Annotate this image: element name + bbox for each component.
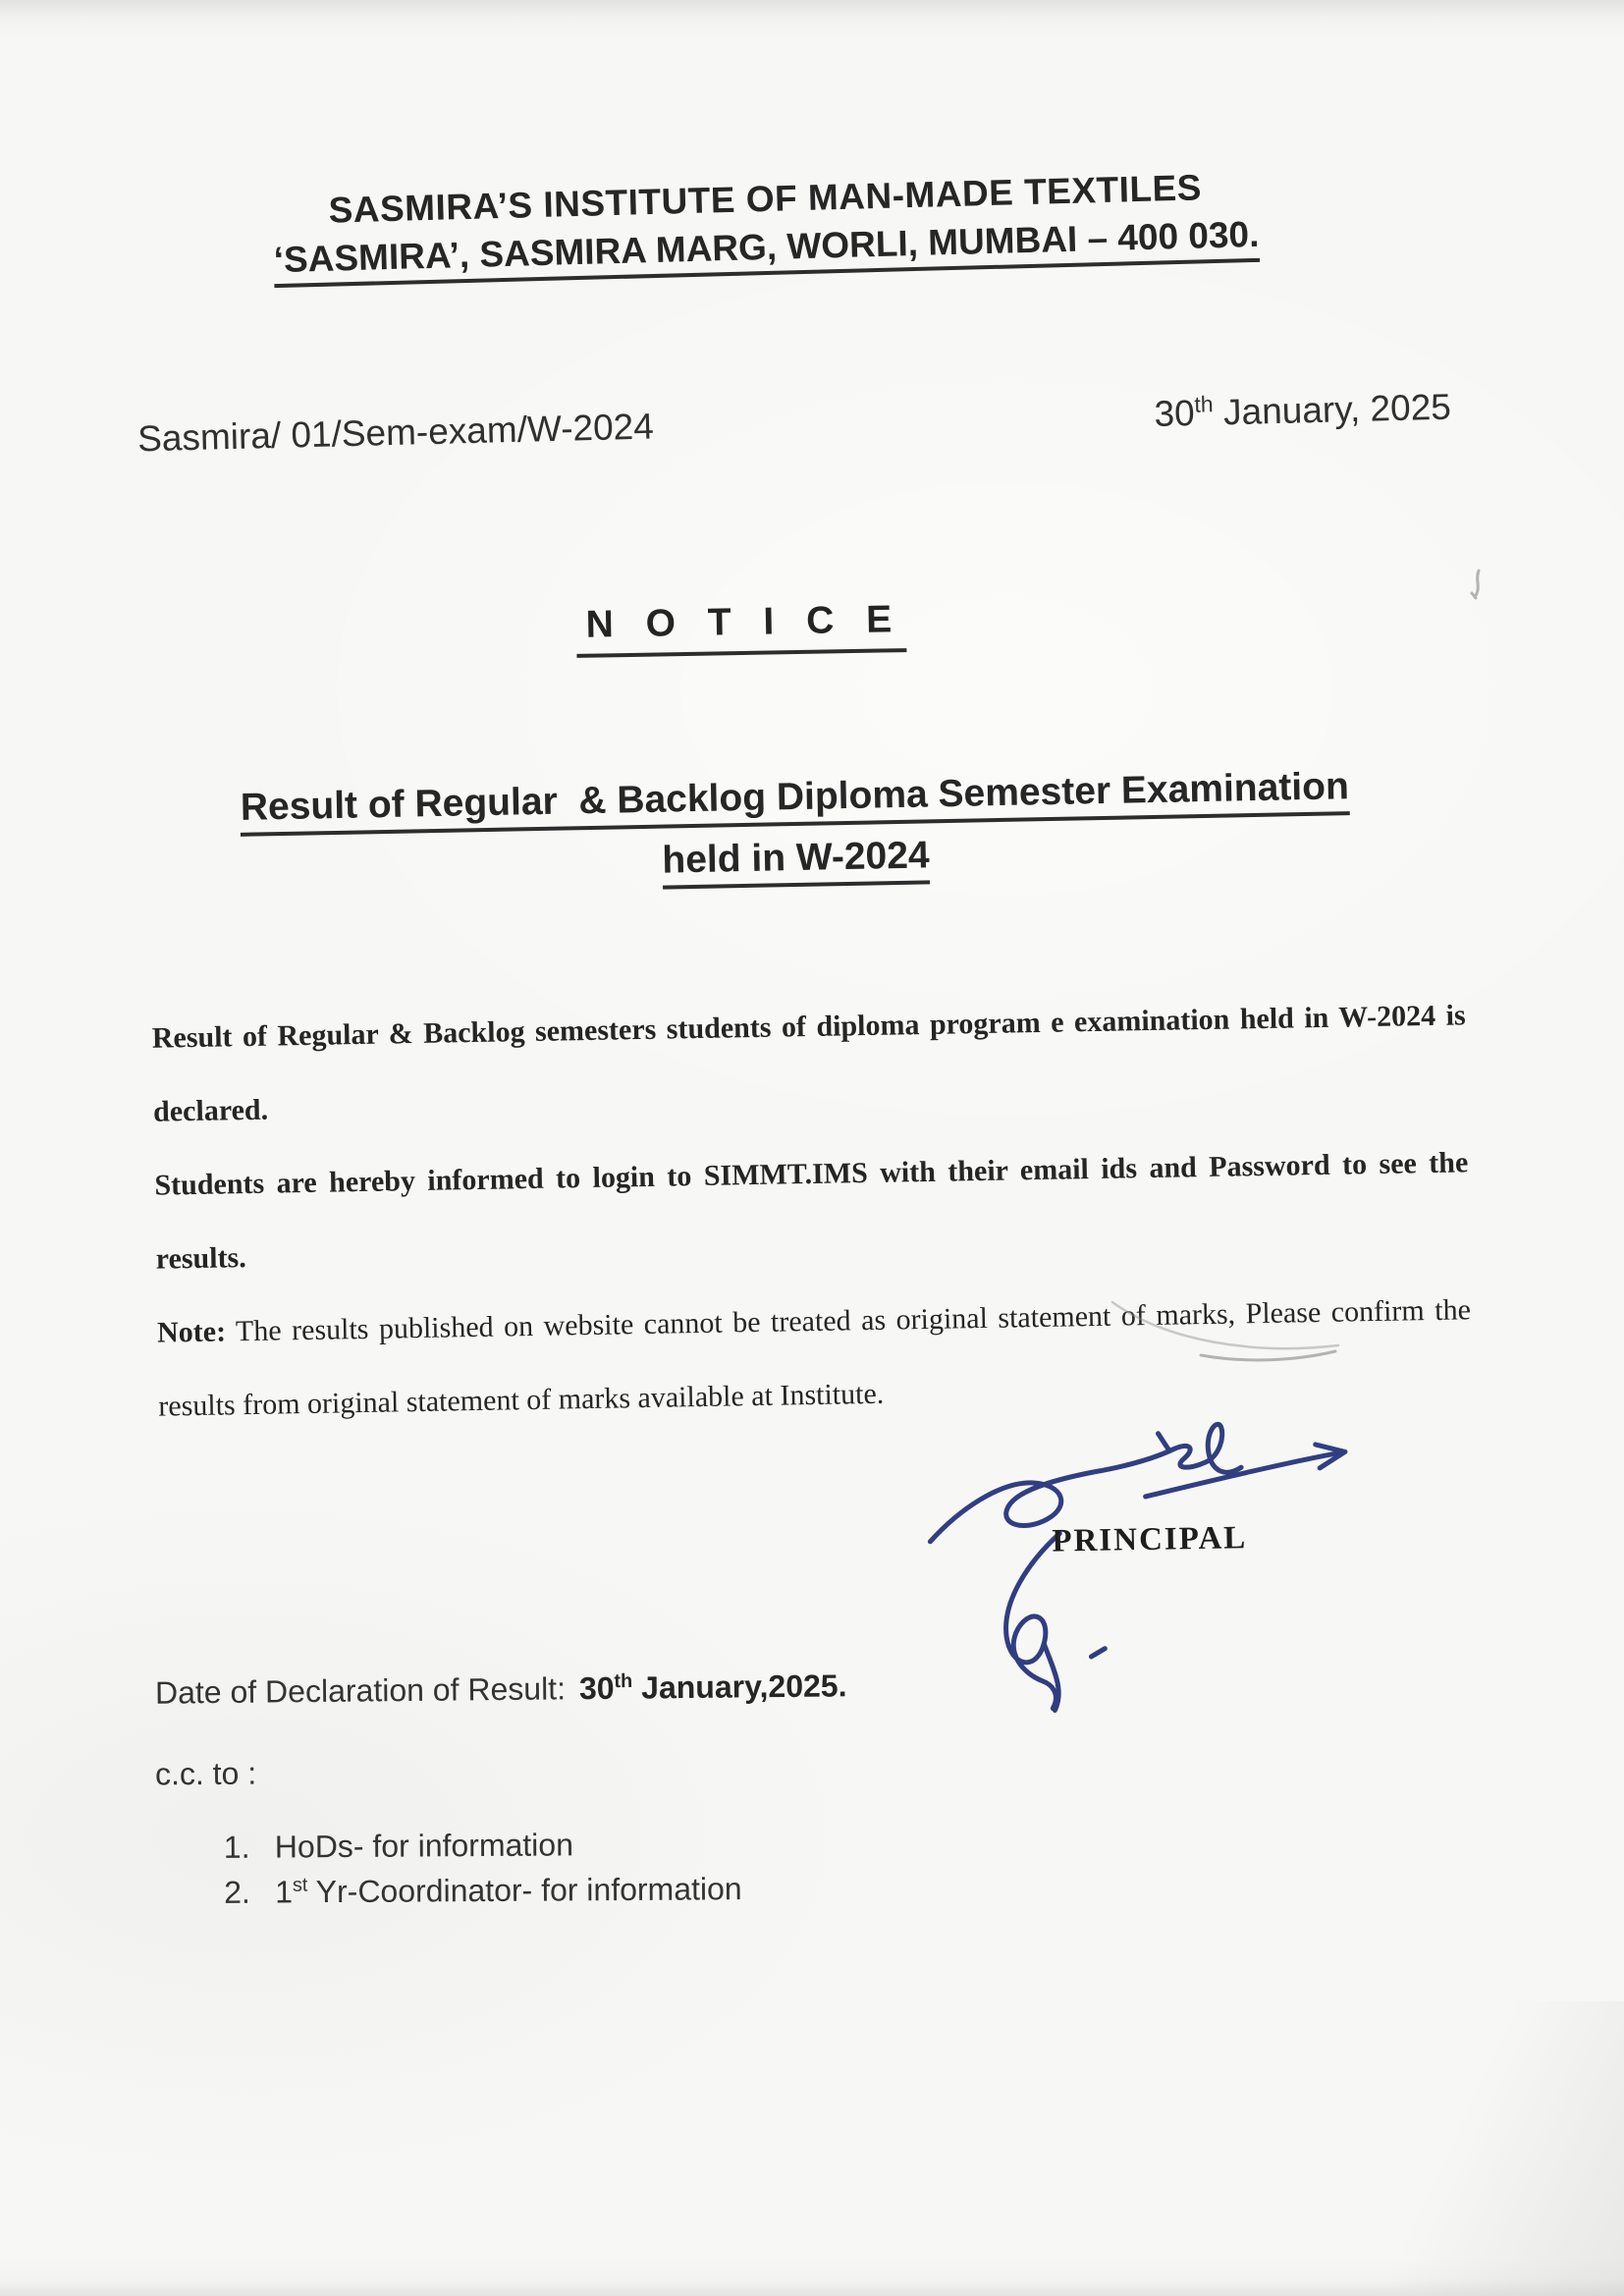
signature-block [900, 1418, 1386, 1731]
cc-label: c.c. to : [154, 1755, 257, 1792]
principal-title: PRINCIPAL [1052, 1520, 1248, 1559]
institute-address-text: ‘SASMIRA’, SASMIRA MARG, WORLI, MUMBAI – 400 030. [273, 214, 1260, 288]
declaration-label: Date of Declaration of Result: [154, 1670, 567, 1711]
cc-item-hods [224, 1821, 742, 1870]
letter-date [1154, 387, 1451, 435]
body-paragraph-1: Result of Regular & Backlog semesters students of diploma program e examination held in W-2024 is declared. [151, 999, 1466, 1128]
cc-item-2-sup: st [292, 1874, 308, 1896]
declaration-line [155, 1667, 847, 1711]
note-text: The results published on website cannot be treated as original statement of marks, Please confirm the results from original statement of marks available at Institute. [158, 1293, 1472, 1423]
letter-date-suffix: th [1194, 391, 1214, 417]
pencil-mark [1108, 1292, 1353, 1381]
subject-line-1-text: Result of Regular & Backlog Diploma Semester Examination [240, 765, 1349, 837]
declaration-date-day: 30 [578, 1669, 615, 1707]
cc-item-2-pre: 1 [275, 1874, 294, 1910]
note-label: Note: [156, 1315, 227, 1349]
subject-line-2-text: held in W-2024 [662, 834, 930, 889]
declaration-date-suffix: th [614, 1669, 633, 1693]
cc-list [224, 1821, 742, 1915]
letter-date-day: 30 [1154, 393, 1196, 435]
body-paragraph-2: Students are hereby informed to login to SIMMT.IMS with their email ids and Password to see the results. [154, 1146, 1469, 1276]
reference-number: Sasmira/ 01/Sem-exam/W-2024 [136, 406, 655, 460]
cc-item-2-number: 2. [224, 1874, 250, 1910]
cc-item-1-text: HoDs- for information [274, 1827, 574, 1865]
institute-name: SASMIRA’S INSTITUTE OF MAN-MADE TEXTILES [328, 167, 1203, 231]
letter-date-rest: January, 2025 [1213, 386, 1452, 433]
declaration-date [579, 1667, 847, 1706]
cc-item-1-number: 1. [223, 1829, 250, 1865]
pen-tick-mark [1469, 568, 1490, 607]
notice-heading [0, 588, 1483, 668]
cc-item-2-post: Yr-Coordinator- for information [307, 1871, 742, 1910]
cc-item-coordinator [224, 1866, 742, 1915]
declaration-date-rest: January,2025. [632, 1667, 847, 1706]
scan-corner-shade [1212, 2001, 1624, 2296]
cc-item-2-text [275, 1866, 742, 1914]
principal-signature [900, 1418, 1386, 1731]
subject-title [28, 761, 1562, 902]
reference-row [137, 387, 1452, 461]
institute-header [0, 159, 1533, 296]
notice-heading-text: N O T I C E [575, 598, 906, 658]
